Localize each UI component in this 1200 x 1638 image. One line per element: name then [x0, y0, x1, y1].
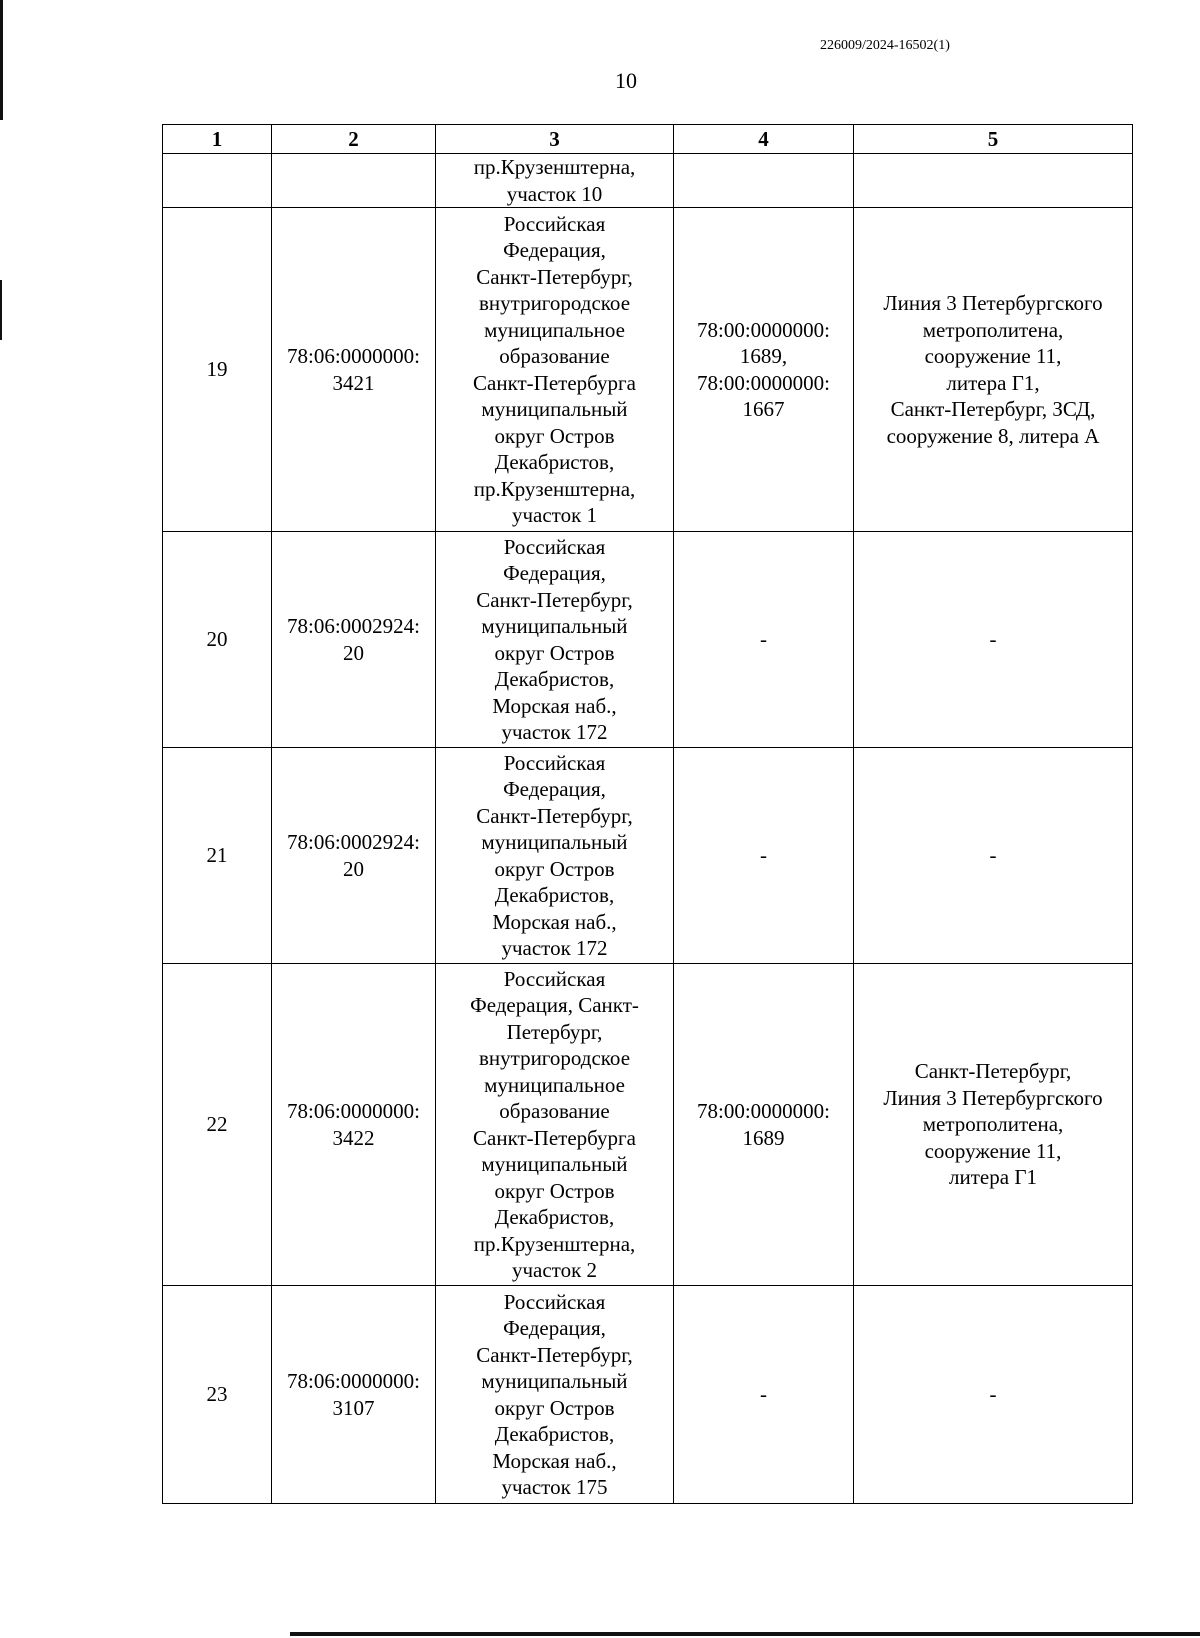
table-row [163, 154, 1133, 208]
page-number: 10 [615, 68, 637, 93]
column-header: 4 [674, 125, 854, 154]
structures-cell [854, 154, 1133, 208]
row-number: 19 [163, 208, 272, 532]
address-cell: пр.Крузенштерна, участок 10 [436, 154, 674, 208]
table-header-row [163, 125, 1133, 154]
cadastral-number: 78:06:0002924: 20 [272, 532, 436, 748]
cadastral-number [272, 154, 436, 208]
row-number [163, 154, 272, 208]
table-row [163, 964, 1133, 1286]
row-number: 21 [163, 748, 272, 964]
structures-cell: - [854, 748, 1133, 964]
document-number: 226009/2024-16502(1) [820, 38, 950, 53]
address-cell: Российская Федерация, Санкт-Петербург, муниципальный округ Остров Декабристов, Морская наб., участок 175 [436, 1286, 674, 1504]
scan-edge-top [0, 0, 3, 120]
structures-cell: Санкт-Петербург, Линия 3 Петербургского метрополитена, сооружение 11, литера Г1 [854, 964, 1133, 1286]
row-number: 23 [163, 1286, 272, 1504]
related-cadastral: - [674, 1286, 854, 1504]
scan-edge-mid [0, 280, 2, 340]
address-cell: Российская Федерация, Санкт-Петербург, муниципальный округ Остров Декабристов, Морская наб., участок 172 [436, 532, 674, 748]
scan-bottom-edge [290, 1632, 1200, 1636]
column-header: 5 [854, 125, 1133, 154]
address-cell: Российская Федерация, Санкт- Петербург, внутригородское муниципальное образование Санкт-Петербурга муниципальный округ Остров Декабристов, пр.Крузенштерна, участок 2 [436, 964, 674, 1286]
row-number: 22 [163, 964, 272, 1286]
column-header: 2 [272, 125, 436, 154]
address-cell: Российская Федерация, Санкт-Петербург, муниципальный округ Остров Декабристов, Морская наб., участок 172 [436, 748, 674, 964]
cadastral-number: 78:06:0000000: 3421 [272, 208, 436, 532]
related-cadastral: 78:00:0000000: 1689, 78:00:0000000: 1667 [674, 208, 854, 532]
column-header: 3 [436, 125, 674, 154]
cadastral-number: 78:06:0000000: 3107 [272, 1286, 436, 1504]
related-cadastral: 78:00:0000000: 1689 [674, 964, 854, 1286]
table-row [163, 1286, 1133, 1504]
related-cadastral: - [674, 532, 854, 748]
cadastral-number: 78:06:0000000: 3422 [272, 964, 436, 1286]
structures-cell: - [854, 532, 1133, 748]
related-cadastral [674, 154, 854, 208]
table-row [163, 208, 1133, 532]
structures-cell: Линия 3 Петербургского метрополитена, сооружение 11, литера Г1, Санкт-Петербург, ЗСД, сооружение 8, литера А [854, 208, 1133, 532]
table-row [163, 748, 1133, 964]
related-cadastral: - [674, 748, 854, 964]
column-header: 1 [163, 125, 272, 154]
row-number: 20 [163, 532, 272, 748]
land-plots-table [162, 124, 1133, 1504]
cadastral-number: 78:06:0002924: 20 [272, 748, 436, 964]
structures-cell: - [854, 1286, 1133, 1504]
table-row [163, 532, 1133, 748]
address-cell: Российская Федерация, Санкт-Петербург, внутригородское муниципальное образование Санкт-Петербурга муниципальный округ Остров Декабристов, пр.Крузенштерна, участок 1 [436, 208, 674, 532]
